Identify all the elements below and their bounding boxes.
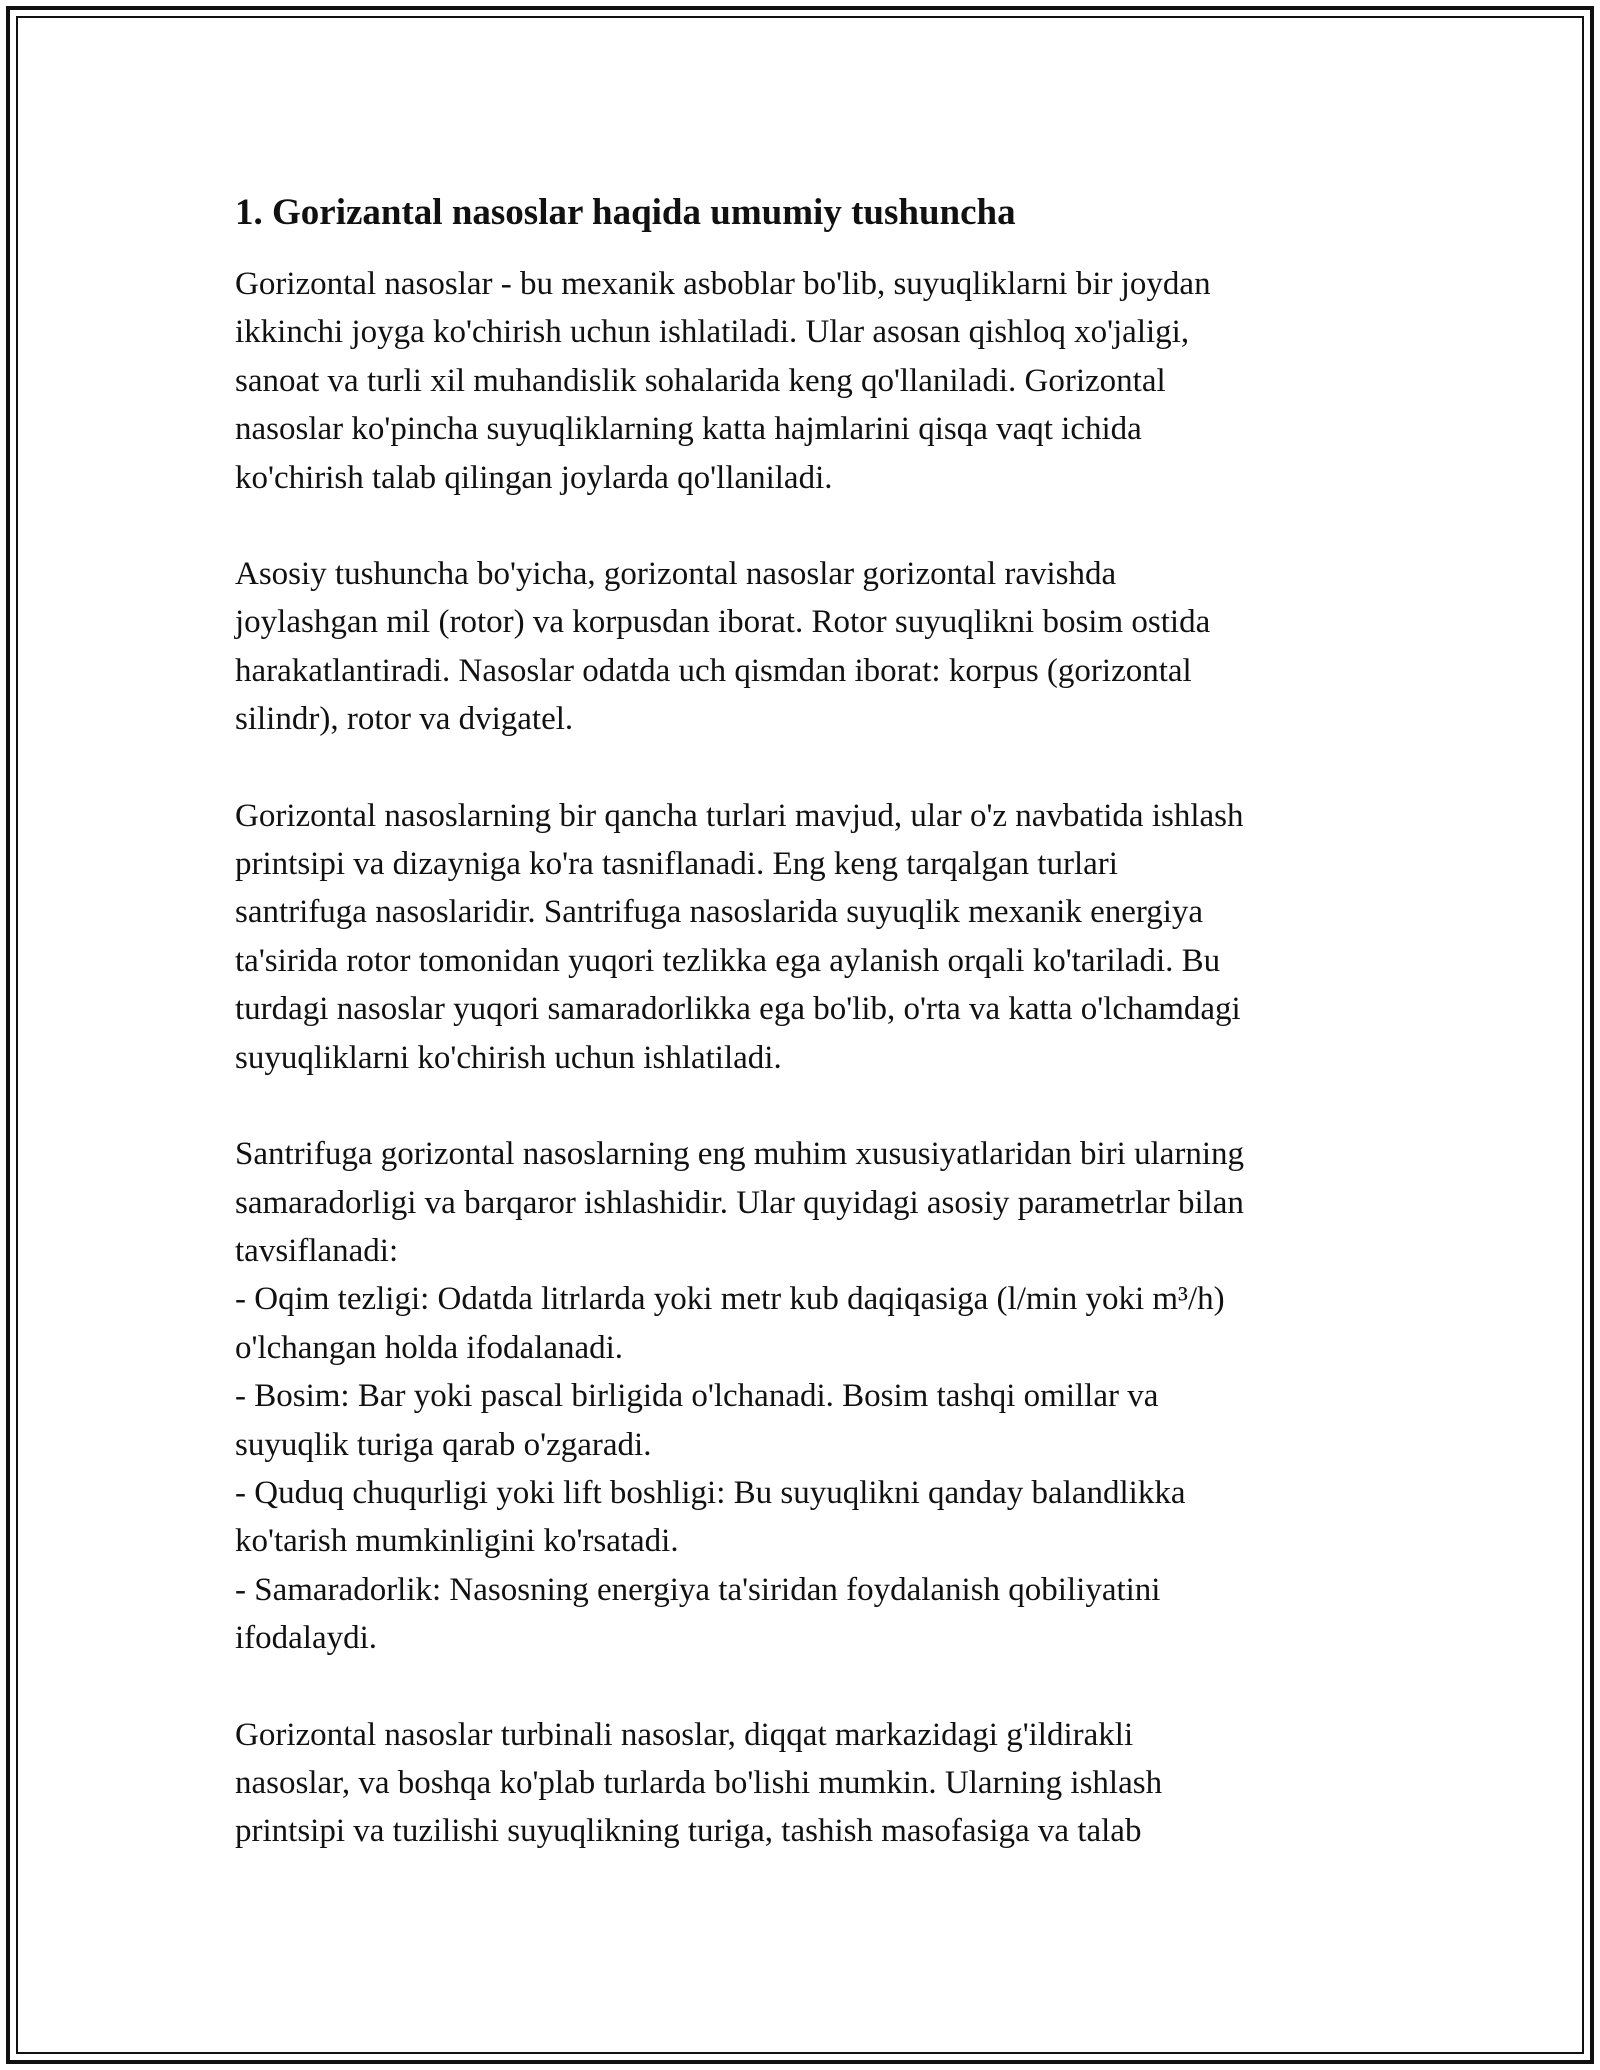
- text-line: samaradorligi va barqaror ishlashidir. Ular quyidagi asosiy parametrlar bilan: [235, 1184, 1244, 1221]
- text-line: Santrifuga gorizontal nasoslarning eng muhim xususiyatlaridan biri ularning: [235, 1136, 1245, 1173]
- text-line: sanoat va turli xil muhandislik sohalarida keng qo'llaniladi. Gorizontal: [235, 362, 1166, 399]
- text-line: Asosiy tushuncha bo'yicha, gorizontal nasoslar gorizontal ravishda: [235, 556, 1117, 593]
- text-line: nasoslar ko'pincha suyuqliklarning katta hajmlarini qisqa vaqt ichida: [235, 411, 1142, 448]
- list-line: ifodalaydi.: [235, 1620, 378, 1657]
- text-line: printsipi va dizayniga ko'ra tasniflanadi. Eng keng tarqalgan turlari: [235, 846, 1118, 883]
- text-line: ko'chirish talab qilingan joylarda qo'llaniladi.: [235, 459, 833, 496]
- text-line: ta'sirida rotor tomonidan yuqori tezlikka ega aylanish orqali ko'tariladi. Bu: [235, 942, 1221, 979]
- text-line: Gorizontal nasoslar turbinali nasoslar, diqqat markazidagi g'ildirakli: [235, 1716, 1134, 1753]
- text-line: nasoslar, va boshqa ko'plab turlarda bo'lishi mumkin. Ularning ishlash: [235, 1764, 1163, 1801]
- list-line: o'lchangan holda ifodalanadi.: [235, 1329, 624, 1366]
- list-line: suyuqlik turiga qarab o'zgaradi.: [235, 1426, 652, 1463]
- text-line: turdagi nasoslar yuqori samaradorlikka ega bo'lib, o'rta va katta o'lchamdagi: [235, 991, 1241, 1028]
- list-line: - Bosim: Bar yoki pascal birligida o'lchanadi. Bosim tashqi omillar va: [235, 1378, 1159, 1415]
- text-line: harakatlantiradi. Nasoslar odatda uch qismdan iborat: korpus (gorizontal: [235, 652, 1192, 689]
- list-line: - Oqim tezligi: Odatda litrlarda yoki metr kub daqiqasiga (l/min yoki m³/h): [235, 1281, 1225, 1318]
- paragraph-2: [235, 550, 1365, 744]
- paragraph-5: [235, 1711, 1365, 1856]
- text-line: Gorizontal nasoslar - bu mexanik asboblar bo'lib, suyuqliklarni bir joydan: [235, 266, 1211, 302]
- text-line: joylashgan mil (rotor) va korpusdan iborat. Rotor suyuqlikni bosim ostida: [235, 604, 1211, 641]
- paragraph-4: [235, 1130, 1365, 1662]
- paragraph-1: [235, 260, 1365, 502]
- list-line: - Quduq chuqurligi yoki lift boshligi: Bu suyuqlikni qanday balandlikka: [235, 1474, 1186, 1511]
- paragraph-3: [235, 792, 1365, 1082]
- text-line: tavsiflanadi:: [235, 1232, 399, 1269]
- text-line: ikkinchi joyga ko'chirish uchun ishlatiladi. Ular asosan qishloq xo'jaligi,: [235, 314, 1190, 351]
- text-line: Gorizontal nasoslarning bir qancha turlari mavjud, ular o'z navbatida ishlash: [235, 797, 1244, 834]
- text-line: silindr), rotor va dvigatel.: [235, 701, 574, 738]
- text-line: suyuqliklarni ko'chirish uchun ishlatiladi.: [235, 1039, 782, 1076]
- text-line: santrifuga nasoslaridir. Santrifuga nasoslarida suyuqlik mexanik energiya: [235, 894, 1204, 931]
- section-heading: 1. Gorizantal nasoslar haqida umumiy tushuncha: [235, 192, 1016, 233]
- document-body: [235, 188, 1365, 1904]
- list-line: ko'tarish mumkinligini ko'rsatadi.: [235, 1523, 679, 1560]
- text-line: printsipi va tuzilishi suyuqlikning turiga, tashish masofasiga va talab: [235, 1813, 1142, 1850]
- list-line: - Samaradorlik: Nasosning energiya ta'siridan foydalanish qobiliyatini: [235, 1571, 1161, 1608]
